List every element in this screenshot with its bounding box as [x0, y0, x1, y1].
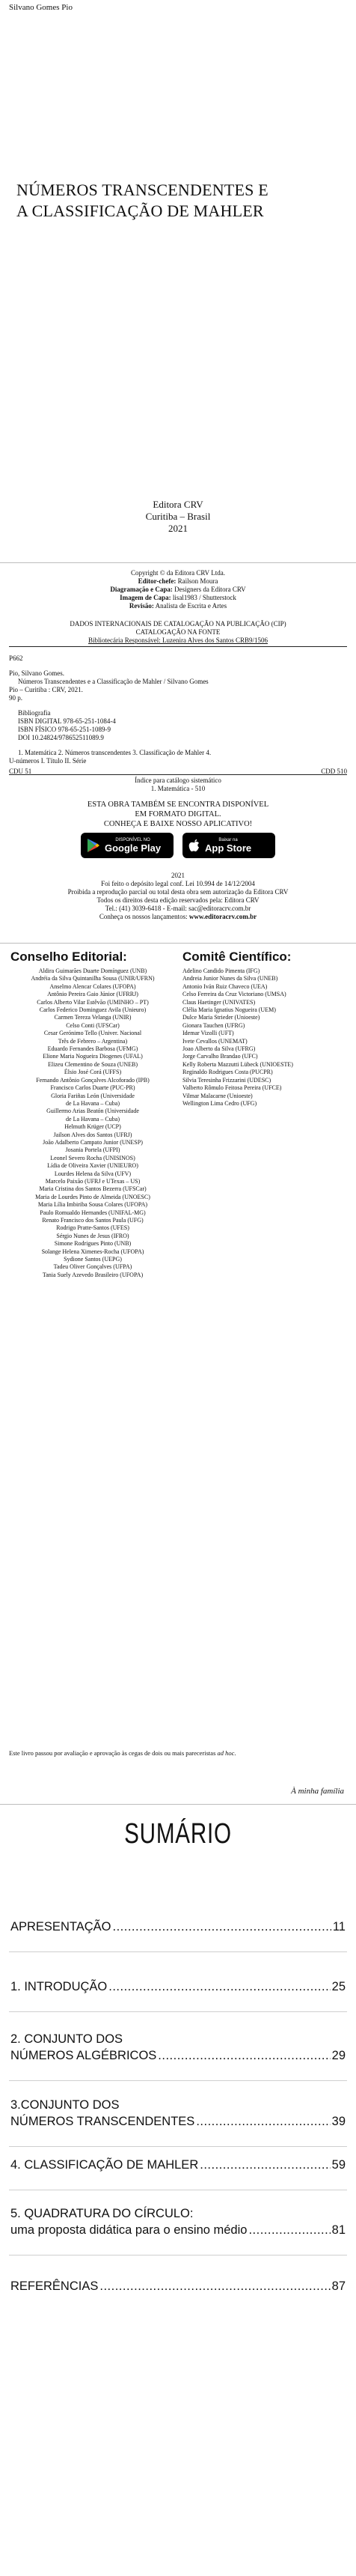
scientific-committee-member: Adelino Candido Pimenta (IFG) — [182, 967, 260, 974]
google-play-badge[interactable] — [81, 833, 174, 858]
editorial-council-member: Renato Francisco dos Santos Paula (UFG) — [42, 1217, 144, 1224]
copyright-line: Copyright © da Editora CRV Ltda. — [131, 569, 225, 577]
scientific-committee-member: Reginaldo Rodrigues Costa (PUCPR) — [182, 1069, 273, 1076]
scientific-committee-member: Dulce Maria Strieder (Unioeste) — [182, 1014, 260, 1021]
scientific-committee-member: Wellington Lima Cedro (UFG) — [182, 1099, 257, 1107]
toc-entry[interactable] — [10, 2278, 346, 2294]
dedication: À minha família — [291, 1787, 344, 1796]
editorial-council-member: Sydione Santos (UEPG) — [64, 1256, 122, 1263]
book-title-line-1: NÚMEROS TRANSCENDENTES E — [16, 180, 268, 199]
book-title-line-2: A CLASSIFICAÇÃO DE MAHLER — [16, 201, 264, 220]
editorial-council-member: Tania Suely Azevedo Brasileiro (UFOPA) — [42, 1271, 144, 1278]
book-title — [16, 180, 338, 222]
design-label: Diagramação e Capa: — [110, 586, 173, 593]
copyright-page — [0, 563, 356, 944]
scientific-committee-title: Comitê Científico: — [182, 950, 292, 964]
editorial-council-member: Carlos Alberto Vilar Estêvão (UMINHO – PT) — [37, 998, 149, 1006]
legal-prohibition: Proibida a reprodução parcial ou total desta obra sem autorização da Editora CRV — [67, 888, 289, 896]
peer-review-note — [9, 1749, 236, 1757]
app-store-small-text: Baixar na — [218, 837, 238, 842]
design-value: Designers da Editora CRV — [174, 586, 246, 593]
toc-entry-title: NÚMEROS TRANSCENDENTES — [10, 2115, 195, 2128]
scientific-committee-member: Antonio Iván Ruiz Chaveco (UEA) — [182, 982, 268, 990]
publication-year: 2021 — [168, 523, 188, 534]
toc-entry-title-line-1: 5. QUADRATURA DO CÍRCULO: — [10, 2207, 194, 2220]
editorial-council-member: Paulo Romualdo Hernandes (UNIFAL-MG) — [40, 1209, 146, 1216]
peer-review-period: . — [234, 1749, 236, 1757]
summary-title: SUMÁRIO — [124, 1818, 232, 1850]
scientific-committee-member: Clélia Maria Ignatius Nogueira (UEM) — [182, 1006, 276, 1014]
toc-separator — [9, 2080, 347, 2081]
cip-imprint-entry: Pio – Curitiba : CRV, 2021. — [9, 686, 83, 693]
app-store-big-text: App Store — [205, 842, 252, 854]
scientific-committee-member: Andreia Junior Nunes da Silva (UNEB) — [182, 975, 278, 982]
legal-year: 2021 — [171, 872, 185, 879]
editorial-council-member: Guillermo Arias Beatón (Universidade — [46, 1108, 139, 1115]
promo-line-1: ESTA OBRA TAMBÉM SE ENCONTRA DISPONÍVEL — [87, 801, 269, 809]
apple-icon — [188, 839, 200, 853]
editorial-council-member: Elione Maria Nogueira Diogenes (UFAL) — [43, 1053, 143, 1060]
editor-label: Editor-chefe: — [138, 577, 177, 585]
editorial-council-member: de La Havana – Cuba) — [66, 1099, 120, 1107]
toc-entry-title-line-1: 2. CONJUNTO DOS — [10, 2032, 123, 2046]
toc-entry[interactable] — [10, 2097, 346, 2130]
scientific-committee-member: Claus Haetinger (UNIVATES) — [182, 998, 256, 1006]
toc-leader-dots — [112, 1919, 331, 1935]
cip-pages-entry: 90 p. — [9, 694, 22, 702]
publisher-name: Editora CRV — [153, 499, 203, 510]
scientific-committee-member: Valberto Rômulo Feitosa Pereira (UFCE) — [182, 1084, 282, 1092]
cover-image-line — [0, 594, 356, 602]
toc-page-number: 87 — [331, 2279, 346, 2293]
editorial-council-member: João Adalberto Campato Junior (UNESP) — [43, 1138, 143, 1146]
toc-page-number: 29 — [331, 2049, 346, 2062]
scientific-committee-member: Vilmar Malacarne (Unioeste) — [182, 1092, 253, 1099]
scientific-committee-member: Joao Alberto da Silva (UFRG) — [182, 1045, 256, 1053]
editorial-council-member: Sérgio Nunes de Jesus (IFRO) — [56, 1232, 129, 1239]
toc-page-number: 11 — [332, 1920, 346, 1933]
cip-subjects-line-1: 1. Matemática 2. Números transcendentes 3. Classificação de Mahler 4. — [18, 749, 212, 756]
editorial-council-member: Eduardo Fernandes Barbosa (UFMG) — [47, 1045, 138, 1053]
scientific-committee-member: Gionara Tauchen (UFRG) — [182, 1021, 245, 1029]
doi: DOI 10.24824/978652511089.9 — [18, 734, 104, 741]
toc-entry-title: NÚMEROS ALGÉBRICOS — [10, 2049, 157, 2062]
editorial-council-member: Lourdes Helena da Silva (UFV) — [54, 1170, 132, 1177]
toc-entry-title: uma proposta didática para o ensino médio — [10, 2223, 248, 2237]
editorial-council-member: Maria Cristina dos Santos Bezerra (UFSCar) — [39, 1185, 147, 1193]
toc-entry-line — [10, 2278, 346, 2294]
legal-launches-label: Conheça os nossos lançamentos: — [99, 913, 189, 920]
index-title: Índice para catálogo sistemático — [135, 777, 221, 784]
review-value: Analista de Escrita e Artes — [155, 602, 227, 610]
editorial-council-member: Francisco Carlos Duarte (PUC-PR) — [50, 1084, 135, 1092]
cip-code: P662 — [9, 654, 23, 662]
scientific-committee-list — [182, 967, 350, 1108]
toc-separator — [9, 2146, 347, 2147]
toc-entry-line — [10, 2047, 346, 2064]
toc-separator — [9, 2011, 347, 2012]
toc-entry[interactable] — [10, 2157, 346, 2173]
legal-launches — [0, 913, 356, 921]
promo-line-2: EM FORMATO DIGITAL. — [135, 810, 221, 818]
toc-entry[interactable] — [10, 2031, 346, 2064]
cip-subtitle: CATALOGAÇÃO NA FONTE — [135, 628, 221, 636]
cip-title-entry: Números Transcendentes e a Classificação de Mahler / Silvano Gomes — [18, 678, 209, 685]
toc-entry-line — [10, 2222, 346, 2238]
editorial-council-member: Cesar Gerónimo Tello (Univer. Nacional — [43, 1030, 142, 1037]
table-of-contents-page — [0, 1805, 356, 2576]
cip-author-entry: Pio, Silvano Gomes. — [9, 669, 65, 677]
editorial-council-member: Anselmo Alencar Colares (UFOPA) — [49, 982, 136, 990]
app-store-badge[interactable] — [182, 833, 275, 858]
editorial-council-member: Andréia da Silva Quintanilha Sousa (UNIR/UFRN) — [31, 975, 155, 982]
editorial-council-member: Josania Portela (UFPI) — [65, 1146, 120, 1154]
toc-entry[interactable] — [10, 1919, 346, 1935]
editorial-council-member: Élsio José Corá (UFFS) — [64, 1069, 122, 1076]
google-play-big-text: Google Play — [105, 842, 162, 854]
cip-librarian: Bibliotecária Responsável: Luzenira Alves dos Santos CRB9/1506 — [88, 637, 268, 644]
editorial-council-member: Maria Lília Imbiriba Sousa Colares (UFOPA) — [37, 1201, 148, 1209]
title-page — [0, 0, 356, 563]
author-name: Silvano Gomes Pio — [9, 3, 73, 12]
scientific-committee-member: Celso Ferreira da Cruz Victoriano (UMSA) — [182, 991, 286, 998]
toc-entry-title-line-1: 3.CONJUNTO DOS — [10, 2098, 120, 2112]
editorial-council-title: Conselho Editorial: — [10, 950, 127, 964]
editor-value: Railson Moura — [177, 577, 218, 585]
toc-entry[interactable] — [10, 1978, 346, 1995]
editorial-council-member: Leonel Severo Rocha (UNISINOS) — [50, 1154, 135, 1161]
cip-subjects-line-2: U-números I. Título II. Série — [9, 757, 87, 765]
review-label: Revisão: — [129, 602, 154, 610]
toc-leader-dots — [200, 2157, 330, 2173]
toc-entry-line — [10, 2157, 346, 2173]
editorial-council-member: Celso Conti (UFSCar) — [66, 1021, 120, 1029]
legal-contact: Tel.: (41) 3039-6418 - E-mail: sac@editoracrv.com.br — [105, 905, 251, 912]
toc-leader-dots — [99, 2278, 330, 2294]
cdd-code: CDD 510 — [321, 768, 347, 775]
toc-entry-line — [10, 1978, 346, 1995]
scientific-committee-member: Silvia Teresinha Frizzarini (UDESC) — [182, 1076, 271, 1084]
publisher-website-link[interactable]: www.editoracrv.com.br — [188, 913, 257, 920]
cip-title: DADOS INTERNACIONAIS DE CATALOGAÇÃO NA PUBLICAÇÃO (CIP) — [70, 620, 286, 628]
toc-leader-dots — [248, 2222, 330, 2238]
scientific-committee-member: Ivete Cevallos (UNEMAT) — [182, 1037, 248, 1045]
editorial-council-member: Gloria Fariñas León (Universidade — [51, 1092, 135, 1099]
editorial-council-member: Aldira Guimarães Duarte Domínguez (UNB) — [38, 967, 147, 974]
toc-separator — [9, 1951, 347, 1952]
cover-image-label: Imagem de Capa: — [120, 594, 171, 601]
cover-image-value: lisal1983 / Shutterstock — [172, 594, 236, 601]
review-line — [0, 602, 356, 610]
editorial-council-member: Marcelo Paixão (UFRJ e UTexas – US) — [45, 1177, 141, 1185]
toc-entry-line — [10, 1919, 346, 1935]
peer-review-text: Este livro passou por avaliação e aprovação às cegas de dois ou mais pareceristas — [9, 1749, 218, 1757]
toc-page-number: 25 — [331, 1980, 346, 1993]
toc-page-number: 59 — [331, 2158, 346, 2172]
toc-entry-title: APRESENTAÇÃO — [10, 1920, 111, 1933]
editorial-board-page — [0, 944, 356, 1805]
legal-rights: Todos os direitos desta edição reservados pela: Editora CRV — [96, 896, 260, 904]
editorial-council-member: Elizeu Clementino de Souza (UNEB) — [48, 1060, 138, 1068]
editorial-council-member: de La Havana – Cuba) — [66, 1115, 120, 1123]
toc-entry-line — [10, 2113, 346, 2130]
toc-entry-title: REFERÊNCIAS — [10, 2279, 99, 2293]
toc-leader-dots — [196, 2113, 330, 2130]
scientific-committee-member: Jorge Carvalho Brandao (UFC) — [182, 1053, 258, 1060]
editorial-council-member: Carmen Tereza Velanga (UNIR) — [54, 1014, 132, 1021]
google-play-small-text: DISPONÍVEL NO — [115, 837, 150, 842]
editorial-council-member: Simone Rodrigues Pinto (UNB) — [54, 1240, 132, 1248]
editorial-council-member: Rodrigo Pratte-Santos (UFES) — [56, 1224, 129, 1232]
editorial-council-member: Antônio Pereira Gaio Júnior (UFRRJ) — [47, 991, 138, 998]
editorial-council-list — [9, 967, 177, 1279]
editorial-council-member: Solange Helena Ximenes-Rocha (UFOPA) — [41, 1248, 144, 1255]
toc-entry[interactable] — [10, 2205, 346, 2238]
editorial-council-member: Carlos Federico Dominguez Avila (Unieuro) — [39, 1006, 147, 1014]
publisher-city: Curitiba – Brasil — [145, 511, 211, 522]
editorial-council-member: Lídia de Oliveira Xavier (UNIEURO) — [47, 1162, 138, 1170]
app-store-badges — [0, 833, 356, 858]
isbn-physical: ISBN FÍSICO 978-65-251-1089-9 — [18, 726, 111, 733]
toc-entry-title: 4. CLASSIFICAÇÃO DE MAHLER — [10, 2158, 199, 2172]
isbn-digital: ISBN DIGITAL 978-65-251-1084-4 — [18, 717, 116, 725]
editorial-council-member: Helmuth Krüger (UCP) — [64, 1123, 121, 1131]
toc-leader-dots — [108, 1978, 330, 1995]
peer-review-adhoc: ad hoc — [217, 1749, 235, 1757]
editorial-council-member: Jailson Alves dos Santos (UFRJ) — [53, 1131, 132, 1138]
editorial-council-member: Três de Febrero – Argentina) — [58, 1037, 128, 1045]
toc-page-number: 81 — [331, 2223, 346, 2237]
legal-deposit: Foi feito o depósito legal conf. Lei 10.994 de 14/12/2004 — [101, 880, 255, 887]
design-line — [0, 586, 356, 594]
cip-bibliography: Bibliografia — [18, 709, 51, 717]
index-item: 1. Matemática - 510 — [150, 785, 206, 792]
google-play-icon — [87, 838, 100, 853]
editorial-council-member: Fernando Antônio Gonçalves Alcoforado (IPB) — [36, 1076, 150, 1084]
editorial-council-member: Tadeu Oliver Gonçalves (UFPA) — [53, 1263, 132, 1271]
cip-top-rule — [9, 646, 347, 647]
toc-leader-dots — [158, 2047, 330, 2064]
cdu-code: CDU 51 — [9, 768, 32, 775]
scientific-committee-member: Kelly Roberta Mazzutti Lübeck (UNIOESTE) — [182, 1060, 293, 1068]
editor-line — [0, 577, 356, 586]
toc-entry-title: 1. INTRODUÇÃO — [10, 1980, 108, 1993]
toc-page-number: 39 — [331, 2115, 346, 2128]
editorial-council-member: Maria de Lourdes Pinto de Almeida (UNOESC) — [35, 1193, 150, 1200]
scientific-committee-member: Idemar Vizolli (UFT) — [182, 1030, 234, 1037]
promo-line-3: CONHEÇA E BAIXE NOSSO APLICATIVO! — [103, 820, 253, 828]
